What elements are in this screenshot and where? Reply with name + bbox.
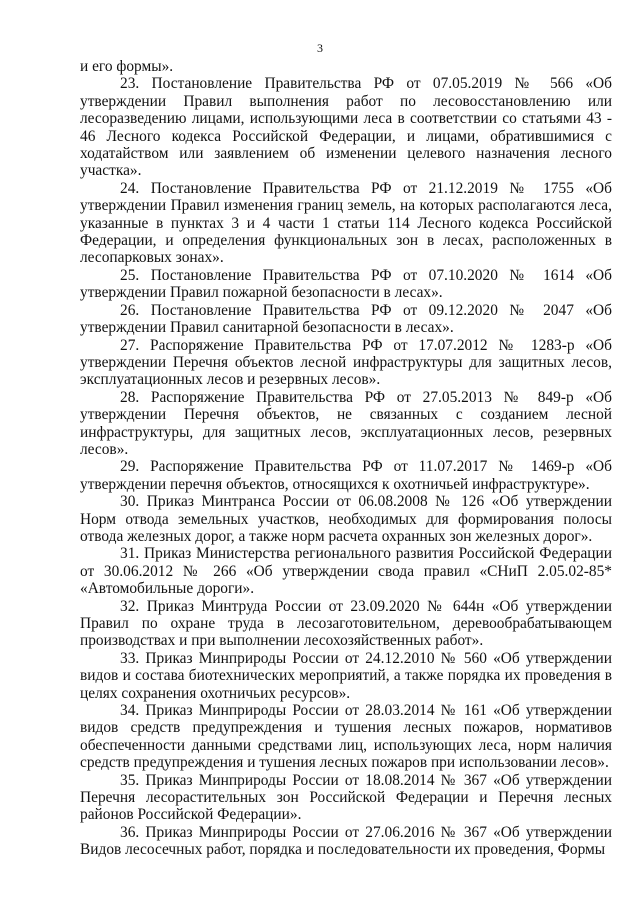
list-item-34: 34. Приказ Минприроды России от 28.03.2014 № 161 «Об утверждении видов средств предупреждения и тушения лесных пожаров, нормативов обеспеченности данными средствами лиц, использующих леса, норм наличия средств предупреждения и тушения лесных пожаров при использовании лесов». [80,702,612,772]
list-item-25: 25. Постановление Правительства РФ от 07.10.2020 № 1614 «Об утверждении Правил пожарной безопасности в лесах». [80,266,612,302]
list-item-35: 35. Приказ Минприроды России от 18.08.2014 № 367 «Об утверждении Перечня лесорастительных зон Российской Федерации и Перечня лесных районов Российской Федерации». [80,771,612,824]
list-item-36: 36. Приказ Минприроды России от 27.06.2016 № 367 «Об утверждении Видов лесосечных работ, порядка и последовательности их проведения, Формы [80,823,612,859]
list-item-23: 23. Постановление Правительства РФ от 07.05.2019 № 566 «Об утверждении Правил выполнения работ по лесовосстановлению или лесоразведению лицами, использующими леса в соответствии со статьями 43 - 46 Лесного кодекса Российской Федерации, и лицами, обратившимися с ходатайством или заявлением об изменении целевого назначения лесного участка». [80,75,612,180]
list-item-27: 27. Распоряжение Правительства РФ от 17.07.2012 № 1283-р «Об утверждении Перечня объектов лесной инфраструктуры для защитных лесов, эксплуатационных лесов и резервных лесов». [80,336,612,389]
paragraph-continuation: и его формы». [80,58,174,75]
list-item-29: 29. Распоряжение Правительства РФ от 11.07.2017 № 1469-р «Об утверждении перечня объектов, относящихся к охотничьей инфраструктуре». [80,458,612,493]
page-number: 3 [317,41,323,55]
list-item-33: 33. Приказ Минприроды России от 24.12.2010 № 560 «Об утверждении видов и состава биотехнических мероприятий, а также порядка их проведения в целях сохранения охотничьих ресурсов». [80,649,612,702]
list-item-31: 31. Приказ Министерства регионального развития Российской Федерации от 30.06.2012 № 266 «Об утверждении свода правил «СНиП 2.05.02-85* «Автомобильные дороги». [80,545,612,598]
list-item-32: 32. Приказ Минтруда России от 23.09.2020 № 644н «Об утверждении Правил по охране труда в лесозаготовительном, деревообрабатывающем производствах и при выполнении лесохозяйственных работ». [80,597,612,650]
list-item-28: 28. Распоряжение Правительства РФ от 27.05.2013 № 849-р «Об утверждении Перечня объектов, не связанных с созданием лесной инфраструктуры, для защитных лесов, эксплуатационных лесов, резервных лесов». [80,388,612,458]
list-item-30: 30. Приказ Минтранса России от 06.08.2008 № 126 «Об утверждении Норм отвода земельных участков, необходимых для формирования полосы отвода железных дорог, а также норм расчета охранных зон железных дорог». [80,493,612,545]
list-item-26: 26. Постановление Правительства РФ от 09.12.2020 № 2047 «Об утверждении Правил санитарной безопасности в лесах». [80,301,612,337]
list-item-24: 24. Постановление Правительства РФ от 21.12.2019 № 1755 «Об утверждении Правил изменения границ земель, на которых располагаются леса, указанные в пунктах 3 и 4 части 1 статьи 114 Лесного кодекса Российской Федерации, и определения функциональных зон в лесах, расположенных в лесопарковых зонах». [80,179,612,267]
document-body [80,58,612,859]
